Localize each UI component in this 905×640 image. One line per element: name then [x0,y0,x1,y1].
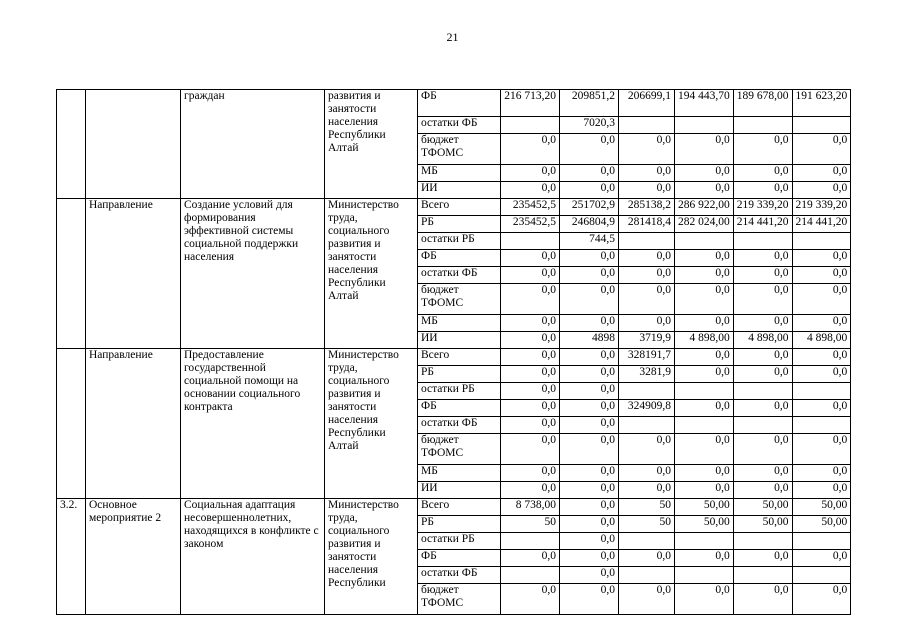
value-cell: 0,0 [675,550,734,567]
value-cell: 235452,5 [501,199,560,216]
value-cell: 0,0 [792,550,851,567]
value-cell [619,117,675,134]
value-cell: 0,0 [560,533,619,550]
value-cell: 0,0 [619,250,675,267]
value-cell: 0,0 [501,349,560,366]
value-cell: 744,5 [560,233,619,250]
value-cell: 50,00 [792,516,851,533]
value-cell: 0,0 [792,134,851,165]
value-cell [619,533,675,550]
funding-source-cell: ФБ [418,250,501,267]
value-cell: 0,0 [675,250,734,267]
value-cell [675,233,734,250]
value-cell [792,533,851,550]
value-cell: 0,0 [792,182,851,199]
value-cell: 0,0 [733,434,792,465]
value-cell: 0,0 [675,267,734,284]
value-cell: 0,0 [619,584,675,615]
value-cell: 0,0 [733,465,792,482]
funding-source-cell: РБ [418,516,501,533]
value-cell: 50 [619,499,675,516]
value-cell: 50,00 [792,499,851,516]
value-cell: 0,0 [501,417,560,434]
responsible-cell: Министерство труда, социального развития и занятости населения Республики Алтай [325,199,418,349]
funding-source-cell: бюджет ТФОМС [418,584,501,615]
value-cell: 0,0 [560,284,619,315]
value-cell: 50,00 [733,516,792,533]
value-cell: 0,0 [501,584,560,615]
value-cell: 0,0 [501,182,560,199]
value-cell: 4 898,00 [792,332,851,349]
table-row [57,499,851,516]
value-cell: 0,0 [560,567,619,584]
value-cell: 324909,8 [619,400,675,417]
value-cell: 0,0 [501,366,560,383]
funding-source-cell: остатки РБ [418,233,501,250]
value-cell: 0,0 [733,267,792,284]
value-cell: 0,0 [501,284,560,315]
value-cell: 4 898,00 [733,332,792,349]
value-cell: 0,0 [560,366,619,383]
value-cell: 0,0 [675,400,734,417]
value-cell: 0,0 [675,165,734,182]
value-cell: 0,0 [792,465,851,482]
value-cell: 0,0 [501,250,560,267]
funding-source-cell: Всего [418,349,501,366]
table-row [57,199,851,216]
funding-source-cell: остатки ФБ [418,117,501,134]
value-cell: 328191,7 [619,349,675,366]
value-cell: 0,0 [560,134,619,165]
value-cell: 0,0 [560,465,619,482]
value-cell: 0,0 [501,267,560,284]
value-cell [675,533,734,550]
page-number: 21 [446,30,459,44]
value-cell: 0,0 [560,550,619,567]
value-cell [792,383,851,400]
value-cell: 191 623,20 [792,90,851,117]
funding-source-cell: Всего [418,499,501,516]
value-cell [501,533,560,550]
value-cell: 0,0 [619,315,675,332]
value-cell: 0,0 [560,383,619,400]
funding-source-cell: остатки ФБ [418,417,501,434]
funding-source-cell: бюджет ТФОМС [418,434,501,465]
value-cell: 282 024,00 [675,216,734,233]
value-cell: 0,0 [792,434,851,465]
table-row [57,90,851,117]
value-cell: 0,0 [675,482,734,499]
value-cell [501,117,560,134]
value-cell: 0,0 [792,366,851,383]
value-cell: 0,0 [501,383,560,400]
value-cell [675,383,734,400]
value-cell: 0,0 [675,315,734,332]
value-cell: 216 713,20 [501,90,560,117]
value-cell: 281418,4 [619,216,675,233]
value-cell: 0,0 [619,550,675,567]
value-cell: 209851,2 [560,90,619,117]
funding-source-cell: остатки ФБ [418,567,501,584]
value-cell: 0,0 [501,134,560,165]
funding-source-cell: МБ [418,165,501,182]
value-cell: 0,0 [792,267,851,284]
item-name-cell: Предоставление государственной социальной помощи на основании социального контракта [181,349,325,499]
value-cell: 194 443,70 [675,90,734,117]
value-cell: 0,0 [501,465,560,482]
value-cell: 0,0 [560,165,619,182]
value-cell: 0,0 [619,267,675,284]
value-cell: 0,0 [560,400,619,417]
item-number-cell: 3.2. [57,499,86,615]
value-cell: 189 678,00 [733,90,792,117]
value-cell: 285138,2 [619,199,675,216]
item-type-cell [86,90,181,199]
value-cell: 251702,9 [560,199,619,216]
value-cell: 206699,1 [619,90,675,117]
value-cell: 0,0 [675,349,734,366]
value-cell: 0,0 [675,366,734,383]
value-cell: 0,0 [792,400,851,417]
item-number-cell [57,199,86,349]
value-cell: 0,0 [792,584,851,615]
responsible-cell: Министерство труда, социального развития и занятости населения Республики Алтай [325,349,418,499]
value-cell: 0,0 [792,315,851,332]
funding-source-cell: МБ [418,465,501,482]
value-cell: 0,0 [675,182,734,199]
item-name-cell: Социальная адаптация несовершеннолетних, находящихся в конфликте с законом [181,499,325,615]
value-cell: 0,0 [560,250,619,267]
value-cell: 0,0 [501,165,560,182]
value-cell [733,417,792,434]
value-cell: 246804,9 [560,216,619,233]
funding-source-cell: ИИ [418,332,501,349]
funding-source-cell: Всего [418,199,501,216]
budget-table [56,89,851,615]
value-cell: 0,0 [619,482,675,499]
value-cell: 0,0 [675,134,734,165]
value-cell: 0,0 [733,550,792,567]
value-cell: 0,0 [560,434,619,465]
value-cell: 50,00 [675,516,734,533]
value-cell: 0,0 [733,134,792,165]
item-name-cell: Создание условий для формирования эффективной системы социальной поддержки населения [181,199,325,349]
value-cell [733,383,792,400]
value-cell: 0,0 [501,332,560,349]
value-cell: 0,0 [619,165,675,182]
value-cell [733,233,792,250]
funding-source-cell: ИИ [418,182,501,199]
value-cell: 0,0 [501,315,560,332]
value-cell: 0,0 [733,250,792,267]
value-cell: 0,0 [619,134,675,165]
value-cell: 0,0 [733,165,792,182]
value-cell [792,567,851,584]
value-cell: 0,0 [501,400,560,417]
value-cell: 0,0 [501,550,560,567]
value-cell: 0,0 [792,284,851,315]
value-cell [675,117,734,134]
value-cell: 214 441,20 [733,216,792,233]
value-cell [501,567,560,584]
value-cell [619,417,675,434]
funding-source-cell: бюджет ТФОМС [418,134,501,165]
item-type-cell: Направление [86,199,181,349]
value-cell: 50 [501,516,560,533]
item-type-cell: Направление [86,349,181,499]
value-cell: 0,0 [619,284,675,315]
value-cell: 0,0 [733,284,792,315]
value-cell: 0,0 [675,284,734,315]
value-cell: 0,0 [501,482,560,499]
value-cell [501,233,560,250]
value-cell [792,233,851,250]
value-cell: 286 922,00 [675,199,734,216]
funding-source-cell: остатки ФБ [418,267,501,284]
value-cell: 0,0 [560,516,619,533]
value-cell [733,117,792,134]
value-cell [792,417,851,434]
value-cell: 0,0 [560,584,619,615]
value-cell: 0,0 [619,465,675,482]
item-type-cell: Основное мероприятие 2 [86,499,181,615]
funding-source-cell: ФБ [418,90,501,117]
item-number-cell [57,349,86,499]
funding-source-cell: МБ [418,315,501,332]
value-cell: 0,0 [733,584,792,615]
funding-source-cell: остатки РБ [418,383,501,400]
value-cell: 3719,9 [619,332,675,349]
item-number-cell [57,90,86,199]
value-cell: 4898 [560,332,619,349]
value-cell: 235452,5 [501,216,560,233]
value-cell [619,233,675,250]
value-cell [619,383,675,400]
funding-source-cell: бюджет ТФОМС [418,284,501,315]
value-cell: 0,0 [733,400,792,417]
responsible-cell: развития и занятости населения Республики Алтай [325,90,418,199]
funding-source-cell: ФБ [418,400,501,417]
value-cell: 0,0 [792,349,851,366]
value-cell: 0,0 [501,434,560,465]
value-cell: 50,00 [733,499,792,516]
value-cell: 0,0 [560,349,619,366]
value-cell [675,567,734,584]
value-cell: 50,00 [675,499,734,516]
value-cell: 0,0 [560,267,619,284]
value-cell: 0,0 [619,434,675,465]
value-cell: 4 898,00 [675,332,734,349]
value-cell: 50 [619,516,675,533]
value-cell: 219 339,20 [792,199,851,216]
value-cell: 0,0 [733,366,792,383]
value-cell: 3281,9 [619,366,675,383]
value-cell: 0,0 [619,182,675,199]
value-cell: 0,0 [733,349,792,366]
value-cell: 0,0 [560,315,619,332]
funding-source-cell: ФБ [418,550,501,567]
value-cell: 0,0 [675,584,734,615]
value-cell: 0,0 [675,434,734,465]
value-cell: 0,0 [792,250,851,267]
value-cell: 0,0 [675,465,734,482]
value-cell: 0,0 [792,165,851,182]
funding-source-cell: ИИ [418,482,501,499]
table-row [57,349,851,366]
item-name-cell: граждан [181,90,325,199]
value-cell: 0,0 [733,182,792,199]
value-cell [733,533,792,550]
value-cell: 8 738,00 [501,499,560,516]
table-body [57,90,851,615]
value-cell: 214 441,20 [792,216,851,233]
value-cell: 0,0 [560,417,619,434]
value-cell [792,117,851,134]
value-cell: 0,0 [792,482,851,499]
value-cell [675,417,734,434]
value-cell [619,567,675,584]
funding-source-cell: РБ [418,366,501,383]
value-cell: 0,0 [560,182,619,199]
value-cell: 0,0 [733,315,792,332]
value-cell: 219 339,20 [733,199,792,216]
value-cell: 0,0 [560,499,619,516]
funding-source-cell: РБ [418,216,501,233]
value-cell: 7020,3 [560,117,619,134]
value-cell: 0,0 [560,482,619,499]
funding-source-cell: остатки РБ [418,533,501,550]
responsible-cell: Министерство труда, социального развития и занятости населения Республики [325,499,418,615]
value-cell [733,567,792,584]
value-cell: 0,0 [733,482,792,499]
